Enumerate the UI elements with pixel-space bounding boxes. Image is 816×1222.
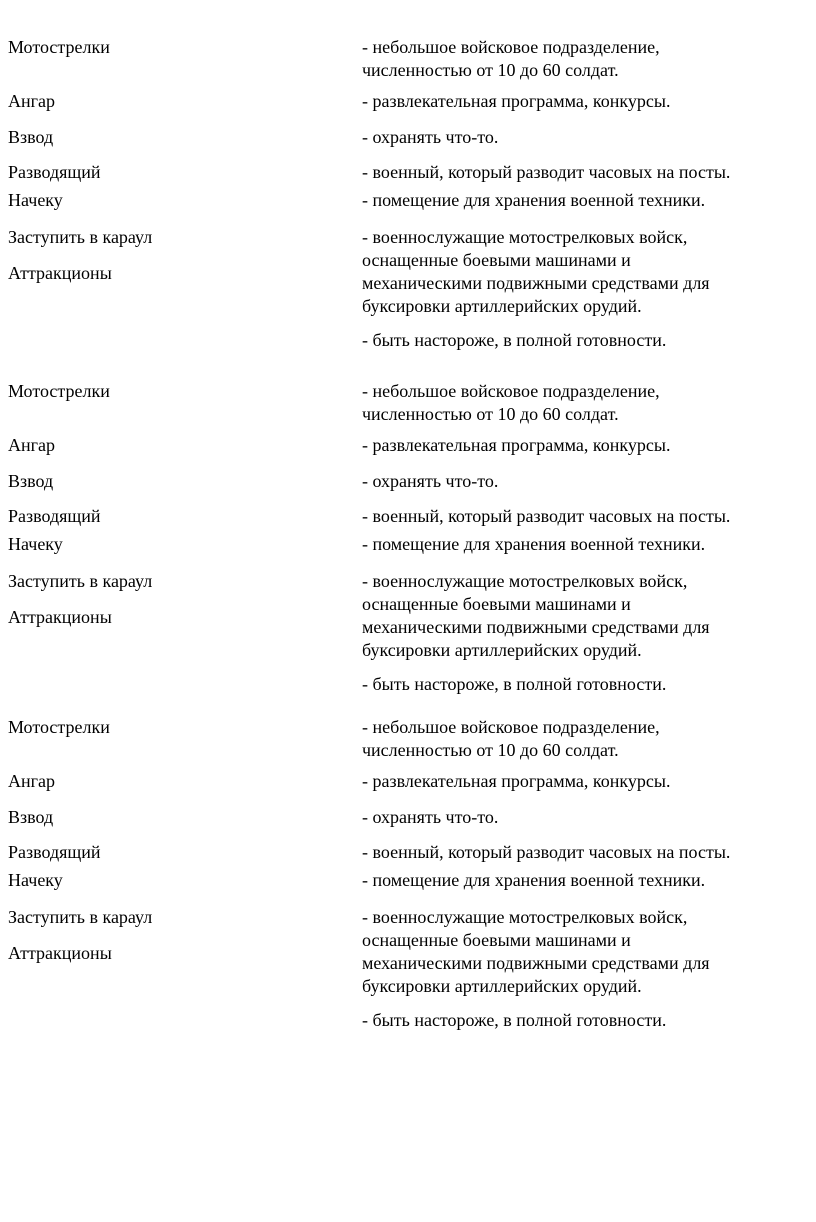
term-attraktsiony: Аттракционы	[8, 607, 112, 627]
term-angar: Ангар	[8, 435, 56, 455]
matching-block-3	[0, 680, 816, 1030]
term-nacheku: Начеку	[8, 870, 63, 890]
definition-line: численностью от 10 до 60 солдат.	[362, 740, 619, 760]
term-zastupit-v-karaul: Заступить в караул	[8, 571, 153, 591]
definition-line: механическими подвижными средствами для	[362, 273, 710, 293]
definition-line: буксировки артиллерийских орудий.	[362, 296, 642, 316]
definition-line: - охранять что-то.	[362, 127, 499, 147]
term-nacheku: Начеку	[8, 534, 63, 554]
term-angar: Ангар	[8, 91, 56, 111]
definition-line: - небольшое войсковое подразделение,	[362, 381, 660, 401]
definition-line: - развлекательная программа, конкурсы.	[362, 771, 671, 791]
matching-block-1	[0, 0, 816, 350]
definition-line: - быть настороже, в полной готовности.	[362, 330, 667, 350]
definition-line: - помещение для хранения военной техники.	[362, 534, 706, 554]
definition-line: - военный, который разводит часовых на посты.	[362, 162, 731, 182]
definition-line: механическими подвижными средствами для	[362, 953, 710, 973]
term-razvodyashchiy: Разводящий	[8, 842, 101, 862]
term-angar: Ангар	[8, 771, 56, 791]
definition-line: буксировки артиллерийских орудий.	[362, 976, 642, 996]
definition-line: - охранять что-то.	[362, 471, 499, 491]
definition-line: механическими подвижными средствами для	[362, 617, 710, 637]
definition-line: - помещение для хранения военной техники.	[362, 870, 706, 890]
definition-line: оснащенные боевыми машинами и	[362, 594, 631, 614]
definition-line: - помещение для хранения военной техники.	[362, 190, 706, 210]
term-zastupit-v-karaul: Заступить в караул	[8, 227, 153, 247]
definition-line: - военнослужащие мотострелковых войск,	[362, 227, 688, 247]
term-vzvod: Взвод	[8, 127, 54, 147]
definition-line: - военнослужащие мотострелковых войск,	[362, 571, 688, 591]
term-attraktsiony: Аттракционы	[8, 263, 112, 283]
term-zastupit-v-karaul: Заступить в караул	[8, 907, 153, 927]
definition-line: - военный, который разводит часовых на посты.	[362, 842, 731, 862]
term-attraktsiony: Аттракционы	[8, 943, 112, 963]
term-motostrelki: Мотострелки	[8, 381, 110, 401]
definition-line: - развлекательная программа, конкурсы.	[362, 91, 671, 111]
definition-line: - развлекательная программа, конкурсы.	[362, 435, 671, 455]
definition-line: оснащенные боевыми машинами и	[362, 250, 631, 270]
term-vzvod: Взвод	[8, 471, 54, 491]
definition-line: численностью от 10 до 60 солдат.	[362, 60, 619, 80]
term-razvodyashchiy: Разводящий	[8, 506, 101, 526]
definition-line: оснащенные боевыми машинами и	[362, 930, 631, 950]
term-motostrelki: Мотострелки	[8, 717, 110, 737]
definition-line: - небольшое войсковое подразделение,	[362, 717, 660, 737]
definition-line: - быть настороже, в полной готовности.	[362, 674, 667, 694]
term-motostrelki: Мотострелки	[8, 37, 110, 57]
term-nacheku: Начеку	[8, 190, 63, 210]
definition-line: - охранять что-то.	[362, 807, 499, 827]
definition-line: буксировки артиллерийских орудий.	[362, 640, 642, 660]
matching-block-2	[0, 344, 816, 694]
definition-line: численностью от 10 до 60 солдат.	[362, 404, 619, 424]
definition-line: - небольшое войсковое подразделение,	[362, 37, 660, 57]
definition-line: - военнослужащие мотострелковых войск,	[362, 907, 688, 927]
term-razvodyashchiy: Разводящий	[8, 162, 101, 182]
term-vzvod: Взвод	[8, 807, 54, 827]
definition-line: - военный, который разводит часовых на посты.	[362, 506, 731, 526]
definition-line: - быть настороже, в полной готовности.	[362, 1010, 667, 1030]
